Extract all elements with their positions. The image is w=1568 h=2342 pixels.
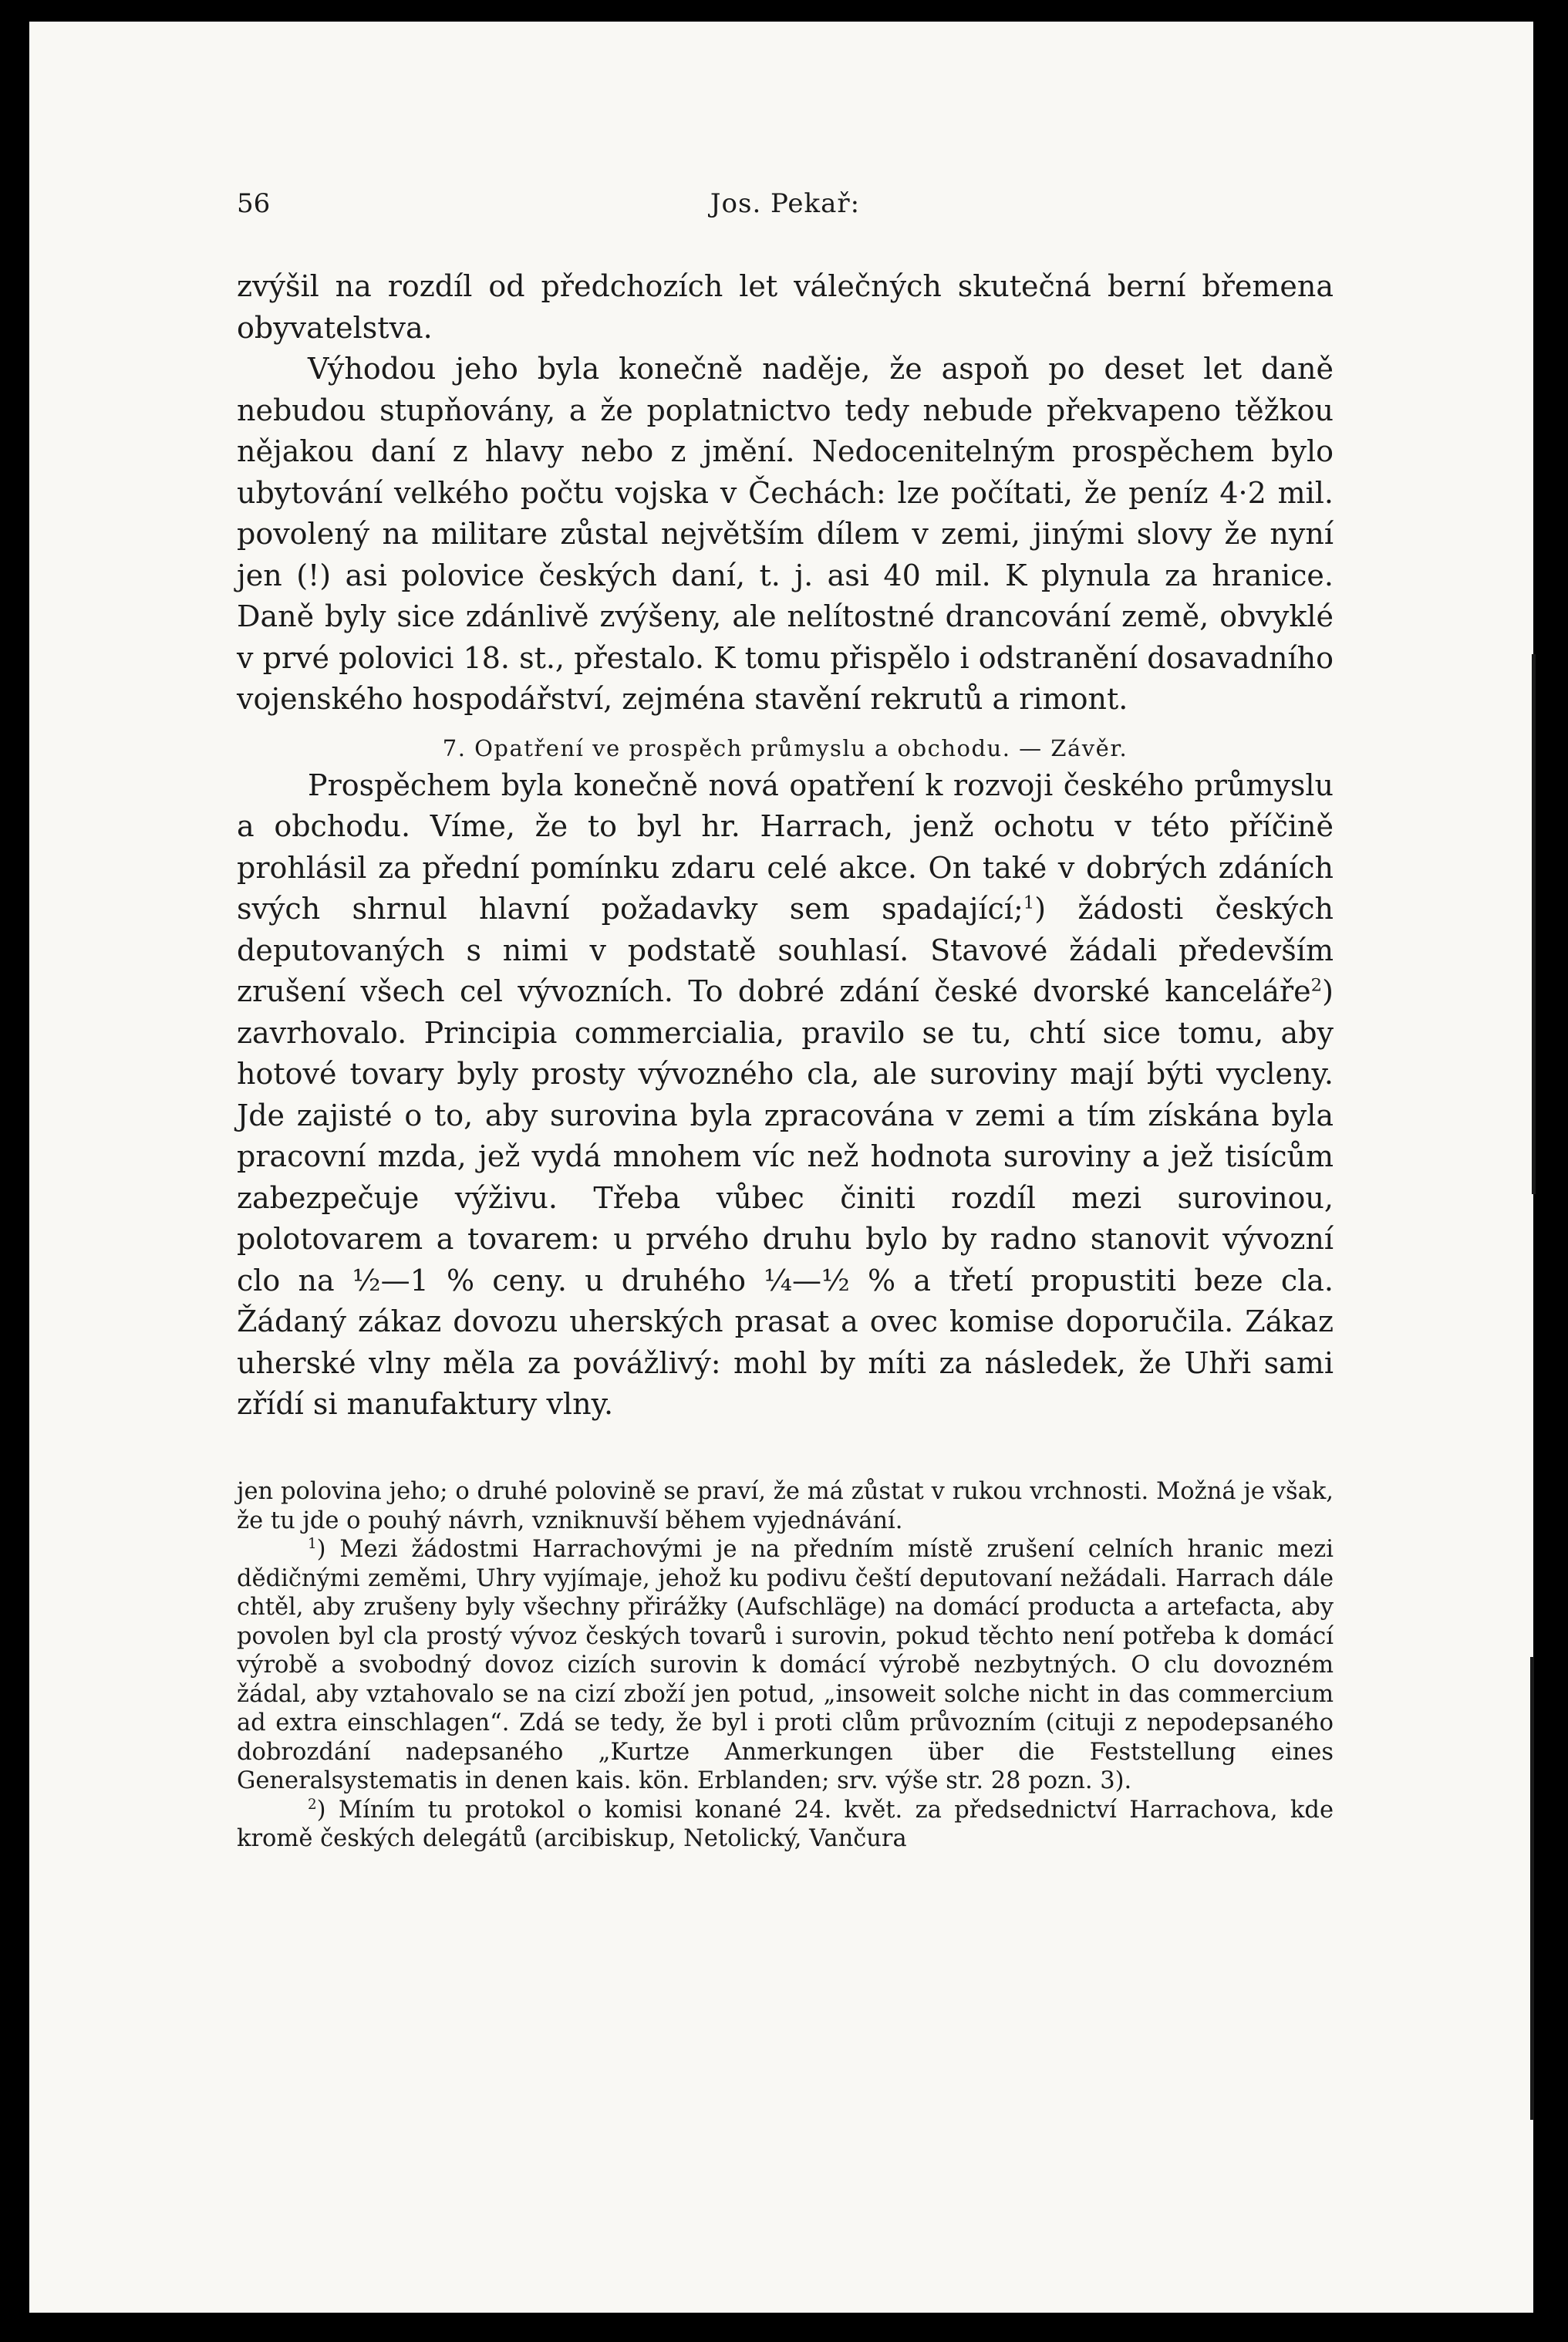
section-heading: 7. Opatření ve prospěch průmyslu a obchodu. — Závěr.: [442, 734, 1128, 761]
paragraph: [237, 765, 1334, 1426]
paragraph-text: ) žádosti českých deputovaných s nimi v podstatě souhlasí. Stavové žádali především zrušení všech cel vývozních. To dobré zdání české dvorské kanceláře: [237, 892, 1334, 1008]
paragraph: zvýšil na rozdíl od předchozích let válečných skutečná berní břemena obyvatelstva.: [237, 269, 1334, 345]
footnote: [237, 1535, 1334, 1796]
footnotes: [237, 1477, 1334, 1854]
paragraph-text: Prospěchem byla konečně nová opatření k rozvoji českého průmyslu a obchodu. Víme, že to byl hr. Harrach, jenž ochotu v této příčině prohlásil za přední pomínku zdaru celé akce. On také v dobrých zdáních svých shrnul hlavní požadavky sem spadající;: [237, 768, 1334, 926]
footnote-continued: jen polovina jeho; o druhé polovině se praví, že má zůstat v rukou vrchnosti. Možná je však, že tu jde o pouhý návrh, vzniknuvší během vyjednávání.: [237, 1478, 1334, 1534]
footnote-text: ) Mezi žádostmi Harrachovými je na předním místě zrušení celních hranic mezi dědičnými zeměmi, Uhry vyjímaje, jehož ku podivu čeští deputovaní nežádali. Harrach dále chtěl, aby zrušeny byly všechny přirážky (Aufschläge) na domácí producta a artefacta, aby povolen byl cla prostý vývoz českých tovarů i surovin, pokud těchto není potřeba k domácí výrobě a svobodný dovoz cizích surovin k domácí výrobě nezbytných. O clu dovozném žádal, aby vztahovalo se na cizí zboží jen potud, „insoweit solche nicht in das commercium ad extra einschlagen“. Zdá se tedy, že byl i proti clům průvozním (cituji z nepodepsaného dobrozdání nadepsaného „Kurtze Anmerkungen über die Feststellung eines Generalsystematis in denen kais. kön. Erblanden; srv. výše str. 28 pozn. 3).: [237, 1536, 1334, 1794]
scan-edge-mark: [1532, 654, 1536, 1194]
footnote-ref: 1: [1023, 893, 1035, 913]
page-number: 56: [237, 188, 271, 219]
footnote-ref: 2: [1310, 975, 1323, 996]
footnote-mark: 2: [308, 1796, 317, 1813]
paragraph-text: ) zavrhovalo. Principia commercialia, pravilo se tu, chtí sice tomu, aby hotové tovary byly prosty vývozného cla, ale suroviny mají býti vycleny. Jde zajisté o to, aby surovina byla zpracována v zemi a tím získána byla pracovní mzda, jež vydá mnohem víc než hodnota suroviny a jež tisícům zabezpečuje výživu. Třeba vůbec činiti rozdíl mezi surovinou, polotovarem a tovarem: u prvého druhu bylo by radno stanovit vývozní clo na ½—1 % ceny. u druhého ¼—½ % a třetí propustiti beze cla. Žádaný zákaz dovozu uherských prasat a ovec komise doporučila. Zákaz uherské vlny měla za povážlivý: mohl by míti za následek, že Uhři sami zřídí si manufaktury vlny.: [237, 974, 1334, 1421]
page-header: [237, 188, 1334, 235]
footnote-mark: 1: [308, 1535, 317, 1552]
main-text: [237, 266, 1334, 1426]
scan-edge-mark: [1530, 1657, 1534, 2120]
paragraph: Výhodou jeho byla konečně naděje, že aspoň po deset let daně nebudou stupňovány, a že poplatnictvo tedy nebude překvapeno těžkou nějakou daní z hlavy nebo z jmění. Nedocenitelným prospěchem bylo ubytování velkého počtu vojska v Čechách: lze počítati, že peníz 4·2 mil. povolený na militare zůstal největším dílem v zemi, jinými slovy že nyní jen (!) asi polovice českých daní, t. j. asi 40 mil. K plynula za hranice. Daně byly sice zdánlivě zvýšeny, ale nelítostné drancování země, obvyklé v prvé polovici 18. st., přestalo. K tomu přispělo i odstranění dosavadního vojenského hospodářství, zejména stavění rekrutů a rimont.: [237, 352, 1334, 716]
footnote-text: ) Míním tu protokol o komisi konané 24. květ. za předsednictví Harrachova, kde kromě českých delegátů (arcibiskup, Netolický, Vančura: [237, 1796, 1334, 1852]
footnote: [237, 1796, 1334, 1854]
running-head: Jos. Pekař:: [710, 188, 861, 219]
